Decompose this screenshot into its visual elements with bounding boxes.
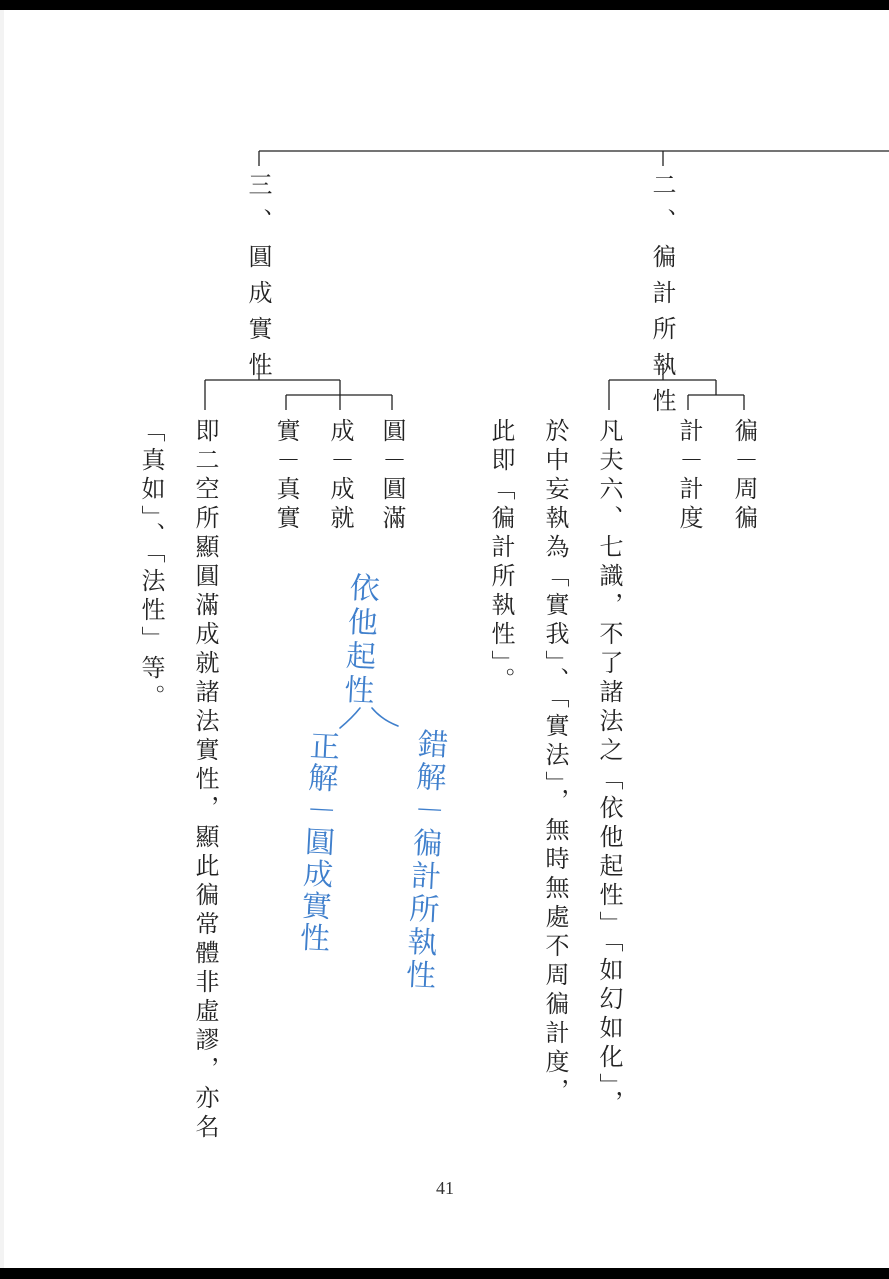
section-two-item-pian: 徧－周徧	[730, 418, 758, 534]
section-two-heading: 二、徧計所執性	[648, 172, 676, 424]
section-three-item-cheng: 成－成就	[326, 418, 354, 534]
handwritten-note-top: 依他起性	[337, 571, 380, 709]
section-two-desc-col3: 此即「徧計所執性」。	[487, 418, 515, 696]
section-three-item-shi: 實－真實	[272, 418, 300, 534]
section-three-item-yuan: 圓－圓滿	[378, 418, 406, 534]
section-three-desc-col2: 「真如」、「法性」等。	[137, 418, 165, 713]
handwritten-note-correct: 正解－圓成實性	[293, 729, 340, 955]
section-three-heading: 三、圓成實性	[244, 172, 272, 388]
page-number: 41	[436, 1178, 454, 1198]
section-two-desc-col2: 於中妄執為「實我」、「實法」，無時無處不周徧計度，	[541, 418, 569, 1107]
bottom-scan-border	[0, 1268, 889, 1279]
section-three-desc-col1: 即二空所顯圓滿成就諸法實性，顯此徧常體非虛謬，亦名	[191, 418, 219, 1143]
handwritten-note-wrong: 錯解－徧計所執性	[399, 727, 448, 993]
section-two-item-ji: 計－計度	[675, 418, 703, 534]
section-two-desc-col1: 凡夫六、七識，不了諸法之「依他起性」「如幻如化」，	[595, 418, 623, 1119]
